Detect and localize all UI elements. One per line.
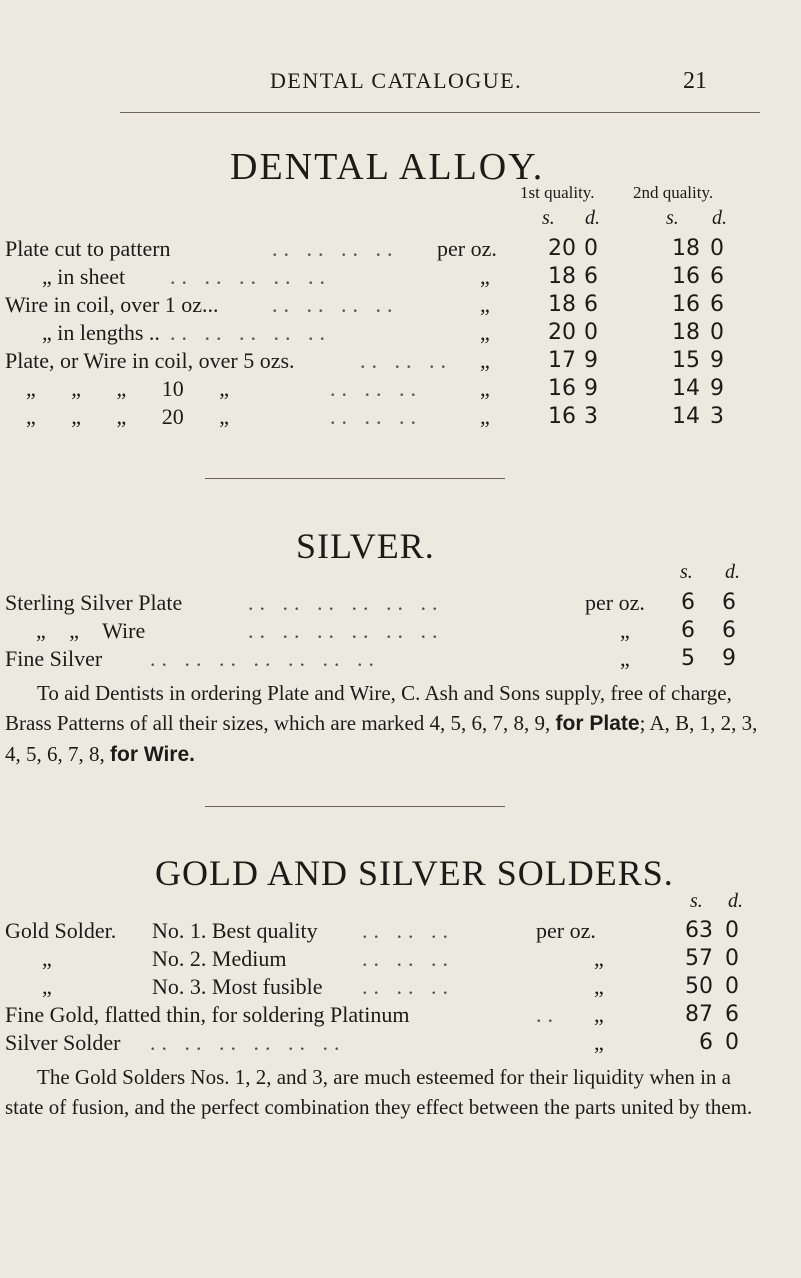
page-number: 21 [683, 68, 707, 94]
leader-dots: .. .. .. .. .. [170, 320, 331, 345]
price-shillings: 16 [672, 264, 700, 289]
per-unit: „ [480, 264, 490, 289]
leader-dots: .. .. .. [330, 404, 422, 429]
item-label: „ [42, 974, 52, 999]
per-unit: „ [480, 292, 490, 317]
price-pence: 9 [722, 646, 736, 671]
item-label: Plate cut to pattern [5, 236, 171, 261]
price-pence: 0 [725, 946, 739, 971]
leader-dots: .. .. .. .. .. [170, 264, 331, 289]
unit-s: s. [690, 890, 703, 912]
leader-dots: .. .. .. .. [272, 292, 399, 317]
per-unit: „ [480, 320, 490, 345]
price-shillings: 16 [548, 376, 576, 401]
leader-dots: .. .. .. [362, 974, 454, 999]
price-pence: 0 [584, 236, 598, 261]
price-shillings: 17 [548, 348, 576, 373]
item-label: „ „ Wire [36, 618, 146, 643]
price-shillings: 18 [672, 320, 700, 345]
section-title-dental-alloy: DENTAL ALLOY. [230, 146, 545, 188]
price-pence: 0 [584, 320, 598, 345]
unit-s: s. [680, 561, 693, 583]
unit-d: d. [728, 890, 743, 912]
leader-dots: .. .. .. .. .. .. [248, 618, 444, 643]
item-label: Gold Solder. [5, 918, 117, 943]
note-emphasis: for Plate [555, 712, 640, 735]
section-rule [205, 806, 505, 807]
unit-d: d. [585, 207, 600, 229]
per-unit: „ [594, 974, 604, 999]
price-shillings: 15 [672, 348, 700, 373]
item-label: Wire in coil, over 1 oz... [5, 292, 219, 317]
note-emphasis: for Wire. [110, 743, 195, 766]
per-unit: „ [480, 404, 490, 429]
price-pence: 6 [722, 590, 736, 615]
leader-dots: .. .. .. [362, 946, 454, 971]
price-shillings: 16 [548, 404, 576, 429]
unit-d: d. [725, 561, 740, 583]
price-pence: 6 [725, 1002, 739, 1027]
price-pence: 6 [710, 264, 724, 289]
silver-note [5, 678, 765, 770]
section-title-solders: GOLD AND SILVER SOLDERS. [155, 853, 674, 893]
item-label: Plate, or Wire in coil, over 5 ozs. [5, 348, 295, 373]
leader-dots: .. .. .. .. .. .. [150, 1030, 346, 1055]
solders-note: The Gold Solders Nos. 1, 2, and 3, are much esteemed for their liquidity when in a state of fusion, and the perfect combination they effect between the parts united by them. [5, 1065, 753, 1119]
section-rule [205, 478, 505, 479]
leader-dots: .. .. .. .. .. .. [248, 590, 444, 615]
price-pence: 0 [710, 236, 724, 261]
leader-dots: .. .. .. .. .. .. .. [150, 646, 380, 671]
price-pence: 3 [710, 404, 724, 429]
item-grade: No. 2. Medium [152, 946, 287, 971]
col-label-2nd-quality: 2nd quality. [633, 183, 714, 202]
price-pence: 9 [584, 376, 598, 401]
per-unit: „ [620, 646, 630, 671]
per-unit: „ [594, 1002, 604, 1027]
unit-s: s. [542, 207, 555, 229]
note-text: To aid Dentists in ordering Plate and Wire, C. Ash and Sons supply, free of charge, Brass Patterns of all their sizes, which are marked 4, 5, 6, 7, 8, 9, [5, 681, 732, 735]
item-label: „ [42, 946, 52, 971]
price-shillings: 6 [699, 1030, 713, 1055]
price-shillings: 63 [685, 918, 713, 943]
leader-dots: .. .. .. [360, 348, 452, 373]
item-label: „ „ „ 10 „ [26, 376, 230, 401]
price-pence: 9 [710, 348, 724, 373]
price-shillings: 14 [672, 376, 700, 401]
price-shillings: 6 [681, 590, 695, 615]
price-shillings: 14 [672, 404, 700, 429]
price-pence: 0 [725, 974, 739, 999]
note-text: ; A, B, 1, 2, 3, 4, 5, 6, 7, 8, [5, 711, 758, 766]
section-title-silver: SILVER. [296, 526, 435, 566]
leader-dots: .. .. .. .. [272, 236, 399, 261]
price-shillings: 57 [685, 946, 713, 971]
header-rule [120, 112, 760, 113]
price-pence: 9 [710, 376, 724, 401]
price-pence: 6 [722, 618, 736, 643]
per-unit: „ [620, 618, 630, 643]
per-unit: „ [480, 376, 490, 401]
per-unit: „ [594, 946, 604, 971]
price-shillings: 50 [685, 974, 713, 999]
price-pence: 6 [584, 292, 598, 317]
price-pence: 0 [725, 918, 739, 943]
per-unit: „ [594, 1030, 604, 1055]
price-pence: 3 [584, 404, 598, 429]
price-pence: 9 [584, 348, 598, 373]
price-shillings: 18 [672, 236, 700, 261]
price-shillings: 6 [681, 618, 695, 643]
price-pence: 0 [725, 1030, 739, 1055]
price-shillings: 20 [548, 320, 576, 345]
leader-dots: .. .. .. [362, 918, 454, 943]
per-unit: „ [480, 348, 490, 373]
price-shillings: 16 [672, 292, 700, 317]
price-pence: 0 [710, 320, 724, 345]
leader-dots: .. [536, 1002, 559, 1027]
item-grade: No. 1. Best quality [152, 918, 318, 943]
price-shillings: 87 [685, 1002, 713, 1027]
item-label: Silver Solder [5, 1030, 121, 1055]
item-label: Sterling Silver Plate [5, 590, 183, 615]
item-label: „ „ „ 20 „ [26, 404, 230, 429]
price-shillings: 18 [548, 264, 576, 289]
item-label: Fine Silver [5, 646, 103, 671]
item-label: „ in lengths .. [42, 320, 160, 345]
price-shillings: 18 [548, 292, 576, 317]
item-grade: No. 3. Most fusible [152, 974, 323, 999]
per-unit: per oz. [536, 918, 596, 943]
item-label: Fine Gold, flatted thin, for soldering Platinum [5, 1002, 410, 1027]
per-unit: per oz. [437, 236, 497, 261]
col-label-1st-quality: 1st quality. [520, 183, 595, 202]
price-shillings: 5 [681, 646, 695, 671]
price-pence: 6 [584, 264, 598, 289]
per-unit: per oz. [585, 590, 645, 615]
price-shillings: 20 [548, 236, 576, 261]
item-label: „ in sheet [42, 264, 126, 289]
price-pence: 6 [710, 292, 724, 317]
running-title: DENTAL CATALOGUE. [270, 68, 523, 93]
unit-s: s. [666, 207, 679, 229]
leader-dots: .. .. .. [330, 376, 422, 401]
unit-d: d. [712, 207, 727, 229]
